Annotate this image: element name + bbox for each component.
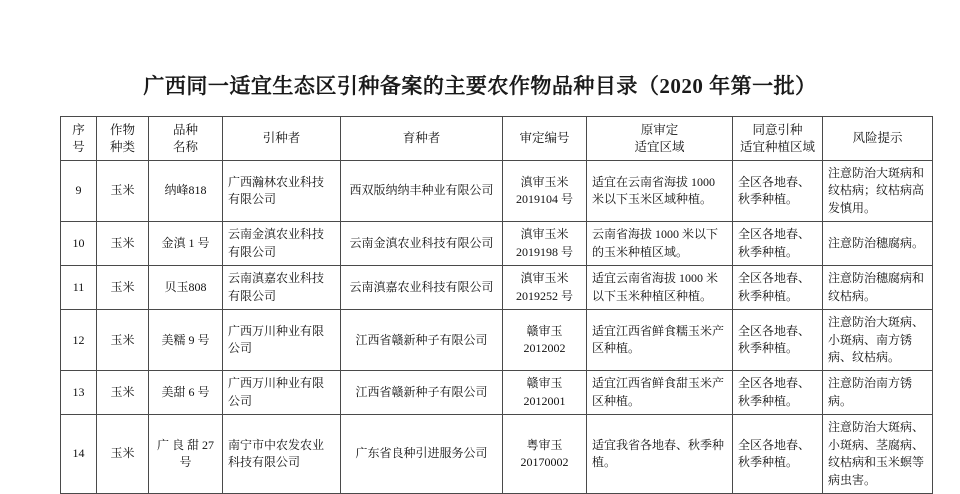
column-header-original-region-line2: 适宜区域 <box>634 139 685 154</box>
table-header <box>61 117 933 161</box>
cell-approval-code: 滇审玉米2019104 号 <box>503 161 587 222</box>
table-container <box>0 116 960 494</box>
column-header-risk: 风险提示 <box>823 117 933 161</box>
cell-risk: 注意防治穗腐病。 <box>823 222 933 266</box>
column-header-variety-name-line2: 名称 <box>172 139 198 154</box>
cell-variety-name: 纳峰818 <box>149 161 223 222</box>
cell-original-region: 适宜云南省海拔 1000 米以下玉米种植区种植。 <box>587 266 733 310</box>
column-header-crop-kind-line1: 作物 <box>109 123 135 138</box>
table-row <box>61 222 933 266</box>
column-header-original-region-line1: 原审定 <box>640 123 679 138</box>
cell-introducer: 广西瀚林农业科技有限公司 <box>223 161 341 222</box>
cell-variety-name: 金滇 1 号 <box>149 222 223 266</box>
column-header-crop-kind <box>97 117 149 161</box>
cell-variety-name: 广 良 甜 27 号 <box>149 415 223 494</box>
cell-seq: 9 <box>61 161 97 222</box>
column-header-breeder: 育种者 <box>341 117 503 161</box>
table-row <box>61 371 933 415</box>
cell-original-region: 适宜江西省鲜食糯玉米产区种植。 <box>587 310 733 371</box>
cell-breeder: 西双版纳纳丰种业有限公司 <box>341 161 503 222</box>
cell-breeder: 江西省赣新种子有限公司 <box>341 371 503 415</box>
column-header-agreed-region <box>733 117 823 161</box>
cell-variety-name: 美甜 6 号 <box>149 371 223 415</box>
cell-original-region: 云南省海拔 1000 米以下的玉米种植区域。 <box>587 222 733 266</box>
cell-variety-name: 贝玉808 <box>149 266 223 310</box>
cell-risk: 注意防治大斑病和纹枯病；纹枯病高发慎用。 <box>823 161 933 222</box>
cell-breeder: 云南滇嘉农业科技有限公司 <box>341 266 503 310</box>
table-row <box>61 266 933 310</box>
cell-approval-code: 赣审玉2012002 <box>503 310 587 371</box>
table-row <box>61 310 933 371</box>
cell-seq: 13 <box>61 371 97 415</box>
cell-seq: 11 <box>61 266 97 310</box>
column-header-introducer: 引种者 <box>223 117 341 161</box>
column-header-original-region <box>587 117 733 161</box>
column-header-agreed-region-line1: 同意引种 <box>752 123 803 138</box>
cell-agreed-region: 全区各地春、秋季种植。 <box>733 222 823 266</box>
cell-introducer: 广西万川种业有限公司 <box>223 371 341 415</box>
column-header-approval-code: 审定编号 <box>503 117 587 161</box>
cell-breeder: 云南金滇农业科技有限公司 <box>341 222 503 266</box>
cell-crop-kind: 玉米 <box>97 310 149 371</box>
cell-seq: 12 <box>61 310 97 371</box>
cell-introducer: 南宁市中农发农业科技有限公司 <box>223 415 341 494</box>
cell-crop-kind: 玉米 <box>97 266 149 310</box>
cell-original-region: 适宜江西省鲜食甜玉米产区种植。 <box>587 371 733 415</box>
cell-introducer: 云南滇嘉农业科技有限公司 <box>223 266 341 310</box>
column-header-variety-name <box>149 117 223 161</box>
page-title: 广西同一适宜生态区引种备案的主要农作物品种目录（2020 年第一批） <box>143 74 817 98</box>
cell-risk: 注意防治大斑病、小斑病、茎腐病、纹枯病和玉米螟等病虫害。 <box>823 415 933 494</box>
cell-agreed-region: 全区各地春、秋季种植。 <box>733 371 823 415</box>
cell-variety-name: 美糯 9 号 <box>149 310 223 371</box>
cell-breeder: 江西省赣新种子有限公司 <box>341 310 503 371</box>
cell-risk: 注意防治南方锈病。 <box>823 371 933 415</box>
cell-seq: 14 <box>61 415 97 494</box>
cell-original-region: 适宜在云南省海拔 1000 米以下玉米区域种植。 <box>587 161 733 222</box>
table-row <box>61 415 933 494</box>
cell-risk: 注意防治穗腐病和纹枯病。 <box>823 266 933 310</box>
cell-breeder: 广东省良种引进服务公司 <box>341 415 503 494</box>
cell-risk: 注意防治大斑病、小斑病、南方锈病、纹枯病。 <box>823 310 933 371</box>
table-header-row <box>61 117 933 161</box>
cell-original-region: 适宜我省各地春、秋季种植。 <box>587 415 733 494</box>
cell-introducer: 云南金滇农业科技有限公司 <box>223 222 341 266</box>
cell-approval-code: 粤审玉20170002 <box>503 415 587 494</box>
cell-agreed-region: 全区各地春、秋季种植。 <box>733 161 823 222</box>
cell-approval-code: 滇审玉米2019252 号 <box>503 266 587 310</box>
cell-introducer: 广西万川种业有限公司 <box>223 310 341 371</box>
table-body <box>61 161 933 494</box>
cell-crop-kind: 玉米 <box>97 371 149 415</box>
cell-crop-kind: 玉米 <box>97 161 149 222</box>
column-header-seq-line2: 号 <box>72 139 85 154</box>
column-header-agreed-region-line2: 适宜种植区域 <box>739 139 815 154</box>
column-header-seq <box>61 117 97 161</box>
cell-approval-code: 赣审玉2012001 <box>503 371 587 415</box>
column-header-seq-line1: 序 <box>72 123 85 138</box>
cell-crop-kind: 玉米 <box>97 415 149 494</box>
cell-approval-code: 滇审玉米2019198 号 <box>503 222 587 266</box>
cell-seq: 10 <box>61 222 97 266</box>
column-header-crop-kind-line2: 种类 <box>109 139 135 154</box>
variety-catalog-table <box>60 116 933 494</box>
cell-agreed-region: 全区各地春、秋季种植。 <box>733 310 823 371</box>
table-row <box>61 161 933 222</box>
cell-agreed-region: 全区各地春、秋季种植。 <box>733 415 823 494</box>
cell-crop-kind: 玉米 <box>97 222 149 266</box>
column-header-variety-name-line1: 品种 <box>172 123 198 138</box>
cell-agreed-region: 全区各地春、秋季种植。 <box>733 266 823 310</box>
